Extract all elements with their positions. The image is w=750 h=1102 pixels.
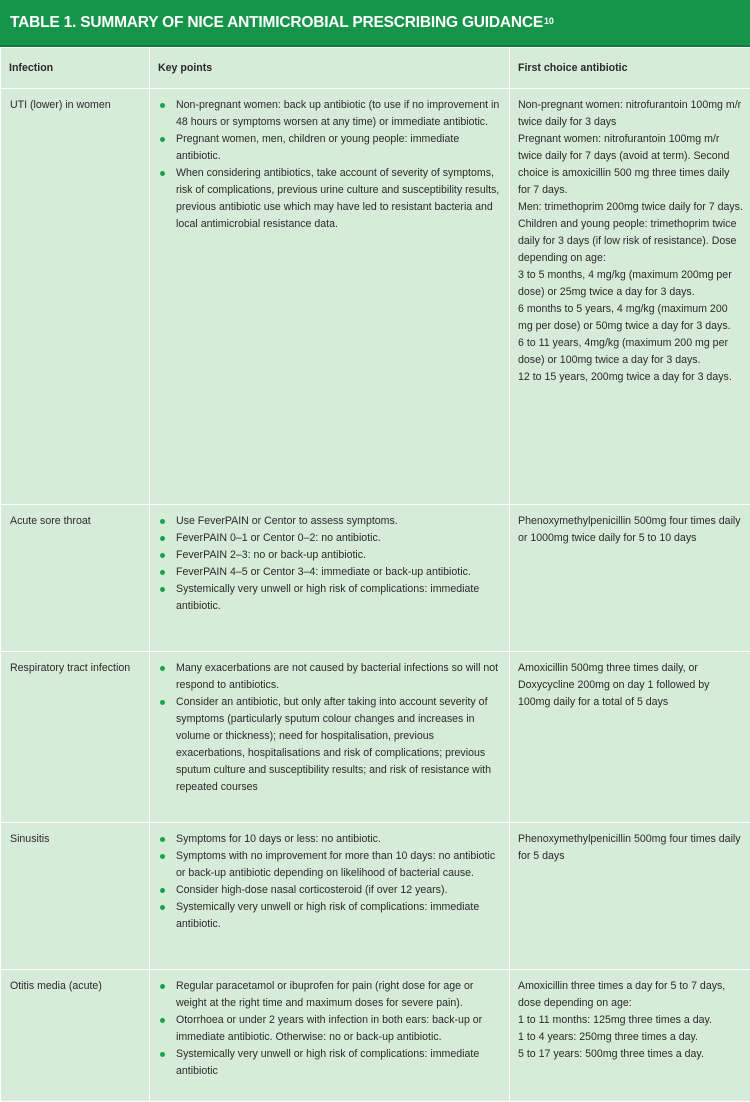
list-item: [156, 978, 503, 1012]
key-point-text: Systemically very unwell or high risk of complications: immediate antibiotic.: [176, 901, 479, 930]
list-item: [156, 882, 503, 899]
list-item: [156, 1046, 503, 1080]
bullet-icon: [160, 570, 165, 575]
first-choice-cell: [510, 505, 750, 652]
first-choice-line: Men: trimethoprim 200mg twice daily for 7 days.: [518, 199, 744, 216]
list-item: [156, 97, 503, 131]
key-point-text: Consider an antibiotic, but only after taking into account severity of symptoms (particularly sputum colour changes and increases in volume or thickness); need for hospitalisation, previous exacerbations, hospitalisations and risk of complications; previous sputum culture and susceptibility results; and risk of resistance with repeated courses: [176, 696, 491, 793]
key-point-text: FeverPAIN 2–3: no or back-up antibiotic.: [176, 549, 366, 561]
bullet-icon: [160, 587, 165, 592]
bullet-icon: [160, 137, 165, 142]
list-item: [156, 547, 503, 564]
table-row: [1, 89, 750, 505]
table-row: [1, 970, 750, 1102]
bullet-icon: [160, 103, 165, 108]
list-item: [156, 1012, 503, 1046]
key-points-list: [156, 660, 503, 796]
key-point-text: FeverPAIN 4–5 or Centor 3–4: immediate or back-up antibiotic.: [176, 566, 471, 578]
table-row: [1, 823, 750, 970]
bullet-icon: [160, 171, 165, 176]
first-choice-line: Amoxicillin three times a day for 5 to 7 days, dose depending on age:: [518, 978, 744, 1012]
first-choice-line: 5 to 17 years: 500mg three times a day.: [518, 1046, 744, 1063]
header-key-points: Key points: [150, 48, 510, 89]
first-choice-line: Amoxicillin 500mg three times daily, or Doxycycline 200mg on day 1 followed by 100mg daily for a total of 5 days: [518, 660, 744, 711]
bullet-icon: [160, 519, 165, 524]
infection-cell: UTI (lower) in women: [1, 89, 150, 505]
first-choice-line: 1 to 11 months: 125mg three times a day.: [518, 1012, 744, 1029]
list-item: [156, 899, 503, 933]
bullet-icon: [160, 1018, 165, 1023]
key-point-text: Non-pregnant women: back up antibiotic (to use if no improvement in 48 hours or symptoms worsen at any time) or immediate antibiotic.: [176, 99, 499, 128]
table-row: [1, 652, 750, 823]
key-point-text: Systemically very unwell or high risk of complications: immediate antibiotic: [176, 1048, 479, 1077]
list-item: [156, 513, 503, 530]
bullet-icon: [160, 553, 165, 558]
list-item: [156, 581, 503, 615]
bullet-icon: [160, 888, 165, 893]
table-title: [0, 0, 750, 47]
first-choice-line: 12 to 15 years, 200mg twice a day for 3 days.: [518, 369, 744, 386]
first-choice-line: Children and young people: trimethoprim twice daily for 3 days (if low risk of resistance). Dose depending on age:: [518, 216, 744, 267]
key-point-text: When considering antibiotics, take account of severity of symptoms, risk of complications, previous urine culture and susceptibility results, previous antibiotic use which may have led to resistant bacteria and local antimicrobial resistance data.: [176, 167, 499, 230]
first-choice-line: 6 months to 5 years, 4 mg/kg (maximum 200 mg per dose) or 50mg twice a day for 3 days.: [518, 301, 744, 335]
key-point-text: Otorrhoea or under 2 years with infection in both ears: back-up or immediate antibiotic. Otherwise: no or back-up antibiotic.: [176, 1014, 482, 1043]
key-point-text: Symptoms with no improvement for more than 10 days: no antibiotic or back-up antibiotic depending on likelihood of bacterial cause.: [176, 850, 495, 879]
key-point-text: Systemically very unwell or high risk of complications: immediate antibiotic.: [176, 583, 479, 612]
bullet-icon: [160, 854, 165, 859]
key-point-text: Symptoms for 10 days or less: no antibiotic.: [176, 833, 381, 845]
bullet-icon: [160, 666, 165, 671]
key-points-list: [156, 831, 503, 933]
first-choice-line: 6 to 11 years, 4mg/kg (maximum 200 mg per dose) or 100mg twice a day for 3 days.: [518, 335, 744, 369]
infection-cell: Sinusitis: [1, 823, 150, 970]
list-item: [156, 660, 503, 694]
infection-cell: Otitis media (acute): [1, 970, 150, 1102]
list-item: [156, 848, 503, 882]
first-choice-line: 1 to 4 years: 250mg three times a day.: [518, 1029, 744, 1046]
list-item: [156, 694, 503, 796]
infection-cell: Respiratory tract infection: [1, 652, 150, 823]
list-item: [156, 530, 503, 547]
bullet-icon: [160, 700, 165, 705]
first-choice-line: Phenoxymethylpenicillin 500mg four times daily for 5 days: [518, 831, 744, 865]
header-row: [1, 48, 750, 89]
key-points-list: [156, 978, 503, 1080]
key-point-text: Pregnant women, men, children or young people: immediate antibiotic.: [176, 133, 459, 162]
bullet-icon: [160, 905, 165, 910]
key-points-cell: [150, 505, 510, 652]
key-point-text: Regular paracetamol or ibuprofen for pain (right dose for age or weight at the right time and maximum doses for severe pain).: [176, 980, 473, 1009]
list-item: [156, 564, 503, 581]
key-point-text: FeverPAIN 0–1 or Centor 0–2: no antibiotic.: [176, 532, 381, 544]
table-title-text: TABLE 1. SUMMARY OF NICE ANTIMICROBIAL PRESCRIBING GUIDANCE: [10, 14, 543, 32]
key-points-list: [156, 513, 503, 615]
key-point-text: Many exacerbations are not caused by bacterial infections so will not respond to antibiotics.: [176, 662, 498, 691]
bullet-icon: [160, 837, 165, 842]
header-infection: Infection: [1, 48, 150, 89]
list-item: [156, 131, 503, 165]
first-choice-line: Pregnant women: nitrofurantoin 100mg m/r twice daily for 7 days (avoid at term). Second choice is amoxicillin 500 mg three times daily for 7 days.: [518, 131, 744, 199]
key-point-text: Use FeverPAIN or Centor to assess symptoms.: [176, 515, 398, 527]
first-choice-cell: [510, 970, 750, 1102]
key-point-text: Consider high-dose nasal corticosteroid (if over 12 years).: [176, 884, 447, 896]
first-choice-cell: [510, 823, 750, 970]
key-points-cell: [150, 823, 510, 970]
bullet-icon: [160, 1052, 165, 1057]
key-points-list: [156, 97, 503, 233]
first-choice-cell: [510, 652, 750, 823]
key-points-cell: [150, 652, 510, 823]
key-points-cell: [150, 89, 510, 505]
first-choice-line: Non-pregnant women: nitrofurantoin 100mg m/r twice daily for 3 days: [518, 97, 744, 131]
first-choice-cell: [510, 89, 750, 505]
title-reference: 10: [544, 16, 554, 26]
list-item: [156, 831, 503, 848]
bullet-icon: [160, 536, 165, 541]
list-item: [156, 165, 503, 233]
infection-cell: Acute sore throat: [1, 505, 150, 652]
first-choice-line: 3 to 5 months, 4 mg/kg (maximum 200mg per dose) or 25mg twice a day for 3 days.: [518, 267, 744, 301]
table-row: [1, 505, 750, 652]
bullet-icon: [160, 984, 165, 989]
first-choice-line: Phenoxymethylpenicillin 500mg four times daily or 1000mg twice daily for 5 to 10 days: [518, 513, 744, 547]
guidance-table: [0, 47, 750, 1102]
header-first-choice: First choice antibiotic: [510, 48, 750, 89]
key-points-cell: [150, 970, 510, 1102]
